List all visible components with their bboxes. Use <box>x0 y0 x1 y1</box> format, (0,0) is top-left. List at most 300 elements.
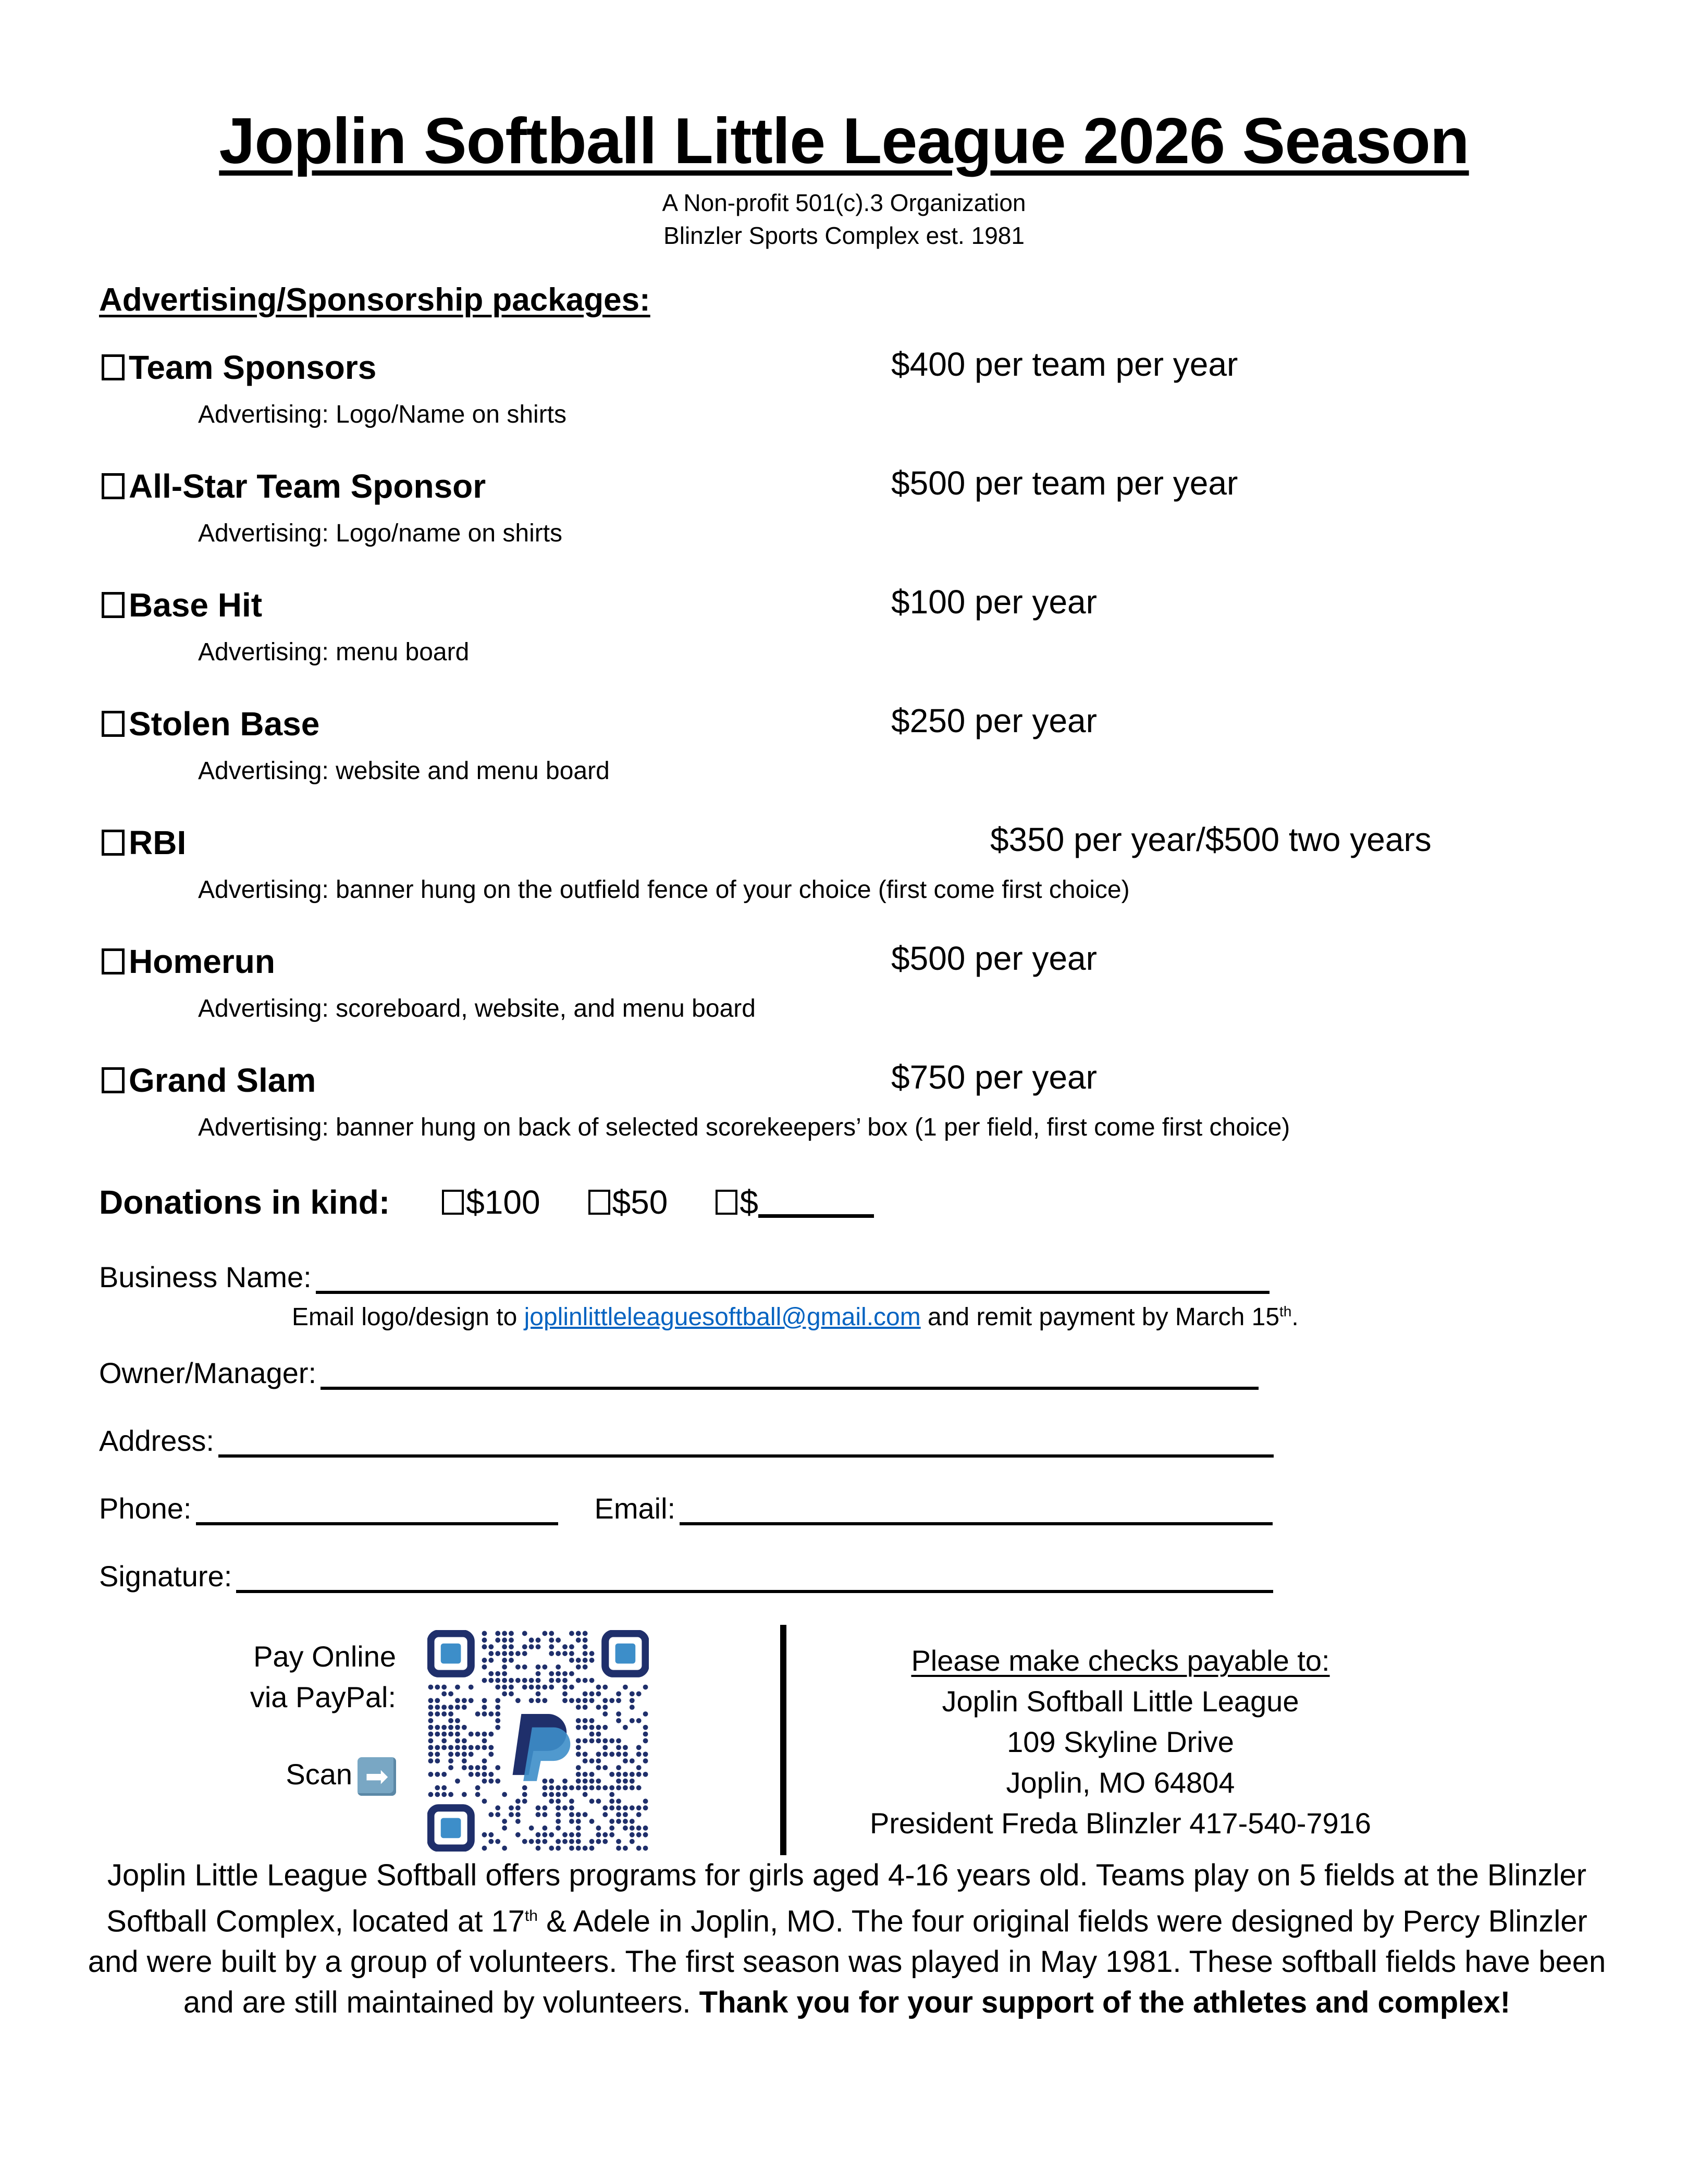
qr-dot <box>596 1732 601 1737</box>
qr-dot <box>583 1658 588 1663</box>
donation-option-custom[interactable] <box>716 1183 874 1221</box>
qr-dot <box>569 1846 574 1851</box>
qr-dot <box>576 1819 581 1824</box>
qr-dot <box>596 1832 601 1837</box>
checks-line: President Freda Blinzler 417-540-7916 <box>870 1807 1371 1840</box>
qr-dot <box>488 1644 494 1649</box>
qr-dot <box>589 1678 595 1683</box>
qr-dot <box>569 1812 574 1817</box>
qr-dot <box>515 1664 521 1670</box>
paypal-qr-code[interactable] <box>427 1630 649 1852</box>
qr-dot <box>569 1805 574 1810</box>
qr-dot <box>542 1832 547 1837</box>
qr-dot <box>435 1745 440 1750</box>
qr-dot <box>502 1691 507 1696</box>
qr-finder-inner <box>441 1818 461 1838</box>
qr-dot <box>569 1785 574 1791</box>
qr-dot <box>488 1832 494 1837</box>
qr-dot <box>609 1751 614 1757</box>
qr-dot <box>441 1738 447 1744</box>
checks-line: 109 Skyline Drive <box>1007 1725 1234 1758</box>
qr-dot <box>455 1685 460 1690</box>
email-note <box>292 1303 1299 1331</box>
qr-dot <box>455 1732 460 1737</box>
checkbox[interactable] <box>102 711 125 737</box>
qr-dot <box>475 1785 480 1791</box>
qr-dot <box>556 1805 561 1810</box>
qr-dot <box>643 1758 648 1763</box>
qr-dot <box>589 1799 595 1804</box>
checkbox[interactable] <box>102 592 125 618</box>
qr-dot <box>562 1678 568 1683</box>
qr-dot <box>609 1825 614 1831</box>
pay-online-line: via PayPal: <box>250 1681 396 1713</box>
qr-dot <box>602 1751 608 1757</box>
qr-dot <box>509 1678 514 1683</box>
qr-dot <box>522 1799 527 1804</box>
qr-dot <box>428 1745 434 1750</box>
qr-dot <box>549 1651 554 1656</box>
qr-dot <box>576 1725 581 1730</box>
qr-dot <box>636 1805 642 1810</box>
qr-dot <box>536 1698 541 1703</box>
qr-dot <box>482 1711 487 1717</box>
qr-dot <box>488 1651 494 1656</box>
qr-dot <box>569 1839 574 1844</box>
qr-dot <box>462 1738 467 1744</box>
qr-dot <box>602 1785 608 1791</box>
qr-dot <box>623 1785 628 1791</box>
qr-dot <box>576 1631 581 1636</box>
package-description: Advertising: banner hung on back of selected scorekeepers’ box (1 per field, first come first choice) <box>198 1114 1290 1141</box>
qr-dot <box>536 1685 541 1690</box>
qr-dot <box>576 1658 581 1663</box>
donation-option-50[interactable] <box>588 1183 668 1221</box>
checkbox[interactable] <box>588 1190 610 1215</box>
qr-dot <box>441 1725 447 1730</box>
qr-dot <box>482 1738 487 1744</box>
qr-dot <box>482 1664 487 1670</box>
qr-dot <box>448 1718 453 1723</box>
package-row <box>102 586 262 624</box>
qr-dot <box>502 1825 507 1831</box>
qr-dot <box>630 1839 635 1844</box>
qr-dot <box>643 1846 648 1851</box>
qr-dot <box>569 1832 574 1837</box>
qr-dot <box>428 1718 434 1723</box>
qr-dot <box>448 1745 453 1750</box>
qr-dot <box>616 1839 621 1844</box>
qr-dot <box>475 1765 480 1770</box>
qr-dot <box>482 1832 487 1837</box>
qr-dot <box>596 1785 601 1791</box>
checks-line: Joplin Softball Little League <box>942 1685 1299 1718</box>
qr-dot <box>576 1705 581 1710</box>
package-description: Advertising: Logo/name on shirts <box>198 520 563 547</box>
owner-row <box>99 1356 1259 1390</box>
qr-dot <box>602 1812 608 1817</box>
qr-dot <box>502 1678 507 1683</box>
qr-dot <box>562 1685 568 1690</box>
qr-dot <box>630 1758 635 1763</box>
package-row <box>102 348 376 387</box>
qr-dot <box>509 1644 514 1649</box>
qr-dot <box>569 1819 574 1824</box>
owner-field[interactable] <box>321 1358 1259 1390</box>
vertical-divider <box>780 1625 786 1855</box>
qr-dot <box>509 1658 514 1663</box>
right-arrow-icon <box>358 1757 396 1796</box>
qr-dot <box>556 1812 561 1817</box>
qr-dot <box>542 1664 547 1670</box>
qr-dot <box>536 1678 541 1683</box>
email-link[interactable]: joplinlittleleaguesoftball@gmail.com <box>524 1303 921 1331</box>
qr-dot <box>583 1705 588 1710</box>
package-name: Team Sponsors <box>129 349 377 386</box>
qr-dot <box>435 1685 440 1690</box>
qr-dot <box>602 1738 608 1744</box>
qr-dot <box>609 1792 614 1797</box>
qr-dot <box>589 1691 595 1696</box>
qr-dot <box>462 1725 467 1730</box>
qr-dot <box>462 1698 467 1703</box>
qr-dot <box>435 1785 440 1791</box>
address-field[interactable] <box>218 1425 1274 1458</box>
qr-dot <box>522 1631 527 1636</box>
qr-dot <box>596 1751 601 1757</box>
qr-dot <box>502 1651 507 1656</box>
qr-dot <box>462 1751 467 1757</box>
qr-dot <box>583 1751 588 1757</box>
business-name-field[interactable] <box>316 1262 1270 1294</box>
qr-dot <box>616 1718 621 1723</box>
qr-dot <box>623 1812 628 1817</box>
custom-amount-field[interactable] <box>758 1187 874 1218</box>
qr-dot <box>596 1825 601 1831</box>
qr-dot <box>589 1651 595 1656</box>
qr-dot <box>522 1785 527 1791</box>
qr-dot <box>623 1751 628 1757</box>
note-text: . <box>1291 1303 1299 1331</box>
qr-dot <box>643 1772 648 1777</box>
qr-dot <box>462 1758 467 1763</box>
qr-dot <box>562 1805 568 1810</box>
qr-dot <box>502 1671 507 1676</box>
qr-dot <box>549 1631 554 1636</box>
qr-dot <box>623 1846 628 1851</box>
qr-dot <box>455 1705 460 1710</box>
qr-finder-inner <box>441 1644 461 1664</box>
qr-dot <box>488 1812 494 1817</box>
qr-dot <box>522 1839 527 1844</box>
qr-dot <box>636 1772 642 1777</box>
qr-dot <box>509 1651 514 1656</box>
qr-dot <box>448 1711 453 1717</box>
package-row <box>102 1061 316 1100</box>
qr-dot <box>609 1785 614 1791</box>
qr-dot <box>462 1765 467 1770</box>
checkbox[interactable] <box>102 948 125 974</box>
checkbox[interactable] <box>102 354 125 380</box>
qr-dot <box>495 1711 500 1717</box>
qr-dot <box>502 1819 507 1824</box>
checkbox[interactable] <box>102 830 125 856</box>
checkbox[interactable] <box>442 1190 464 1215</box>
qr-dot <box>495 1671 500 1676</box>
qr-dot <box>488 1745 494 1750</box>
qr-dot <box>448 1732 453 1737</box>
qr-dot <box>435 1772 440 1777</box>
qr-dot <box>515 1651 521 1656</box>
qr-dot <box>441 1705 447 1710</box>
qr-dot <box>569 1671 574 1676</box>
qr-dot <box>542 1805 547 1810</box>
qr-dot <box>583 1691 588 1696</box>
checks-line: Joplin, MO 64804 <box>1006 1766 1235 1799</box>
qr-dot <box>462 1745 467 1750</box>
qr-dot <box>515 1678 521 1683</box>
qr-dot <box>549 1671 554 1676</box>
qr-dot <box>589 1839 595 1844</box>
qr-dot <box>589 1698 595 1703</box>
qr-dot <box>583 1631 588 1636</box>
qr-dot <box>441 1732 447 1737</box>
qr-dot <box>549 1832 554 1837</box>
qr-dot <box>435 1792 440 1797</box>
qr-dot <box>488 1671 494 1676</box>
qr-dot <box>529 1698 534 1703</box>
qr-dot <box>495 1779 500 1784</box>
qr-dot <box>549 1792 554 1797</box>
qr-dot <box>549 1644 554 1649</box>
qr-dot <box>630 1718 635 1723</box>
qr-dot <box>596 1685 601 1690</box>
donations-label: Donations in kind: <box>99 1183 390 1221</box>
qr-dot <box>509 1685 514 1690</box>
qr-dot <box>630 1825 635 1831</box>
qr-dot <box>509 1631 514 1636</box>
qr-dot <box>482 1698 487 1703</box>
qr-dot <box>643 1738 648 1744</box>
qr-dot <box>630 1691 635 1696</box>
qr-dot <box>522 1664 527 1670</box>
qr-dot <box>562 1691 568 1696</box>
qr-dot <box>495 1839 500 1844</box>
qr-dot <box>515 1819 521 1824</box>
qr-dot <box>596 1758 601 1763</box>
qr-dot <box>522 1651 527 1656</box>
qr-dot <box>636 1812 642 1817</box>
qr-dot <box>482 1758 487 1763</box>
qr-dot <box>589 1658 595 1663</box>
qr-dot <box>441 1691 447 1696</box>
donation-amount: $50 <box>612 1183 668 1221</box>
qr-dot <box>556 1799 561 1804</box>
qr-dot <box>488 1678 494 1683</box>
qr-dot <box>448 1705 453 1710</box>
qr-dot <box>623 1685 628 1690</box>
qr-dot <box>630 1772 635 1777</box>
qr-dot <box>455 1745 460 1750</box>
qr-dot <box>542 1792 547 1797</box>
note-sup: th <box>1279 1303 1292 1319</box>
qr-dot <box>495 1718 500 1723</box>
qr-dot <box>495 1725 500 1730</box>
phone-field[interactable] <box>196 1493 558 1525</box>
qr-dot <box>562 1779 568 1784</box>
qr-dot <box>569 1631 574 1636</box>
qr-dot <box>441 1772 447 1777</box>
package-row <box>102 467 486 505</box>
about-text: Joplin Little League Softball offers programs for girls aged 4-16 years old. Teams play on 5 fields at the Blinzler Softball Complex, located at 17 <box>106 1858 1587 1939</box>
qr-dot <box>616 1745 621 1750</box>
thank-you-text: Thank you for your support of the athletes and complex! <box>699 1985 1511 2020</box>
qr-dot <box>529 1678 534 1683</box>
qr-dot <box>488 1658 494 1663</box>
qr-dot <box>509 1637 514 1643</box>
qr-dot <box>583 1772 588 1777</box>
qr-dot <box>462 1792 467 1797</box>
package-price: $750 per year <box>891 1058 1097 1096</box>
qr-dot <box>536 1691 541 1696</box>
qr-dot <box>455 1698 460 1703</box>
signature-row <box>99 1559 1273 1593</box>
qr-dot <box>623 1805 628 1810</box>
qr-dot <box>623 1745 628 1750</box>
qr-dot <box>428 1705 434 1710</box>
qr-dot <box>602 1725 608 1730</box>
qr-dot <box>576 1825 581 1831</box>
qr-dot <box>469 1745 474 1750</box>
qr-dot <box>448 1758 453 1763</box>
package-description: Advertising: menu board <box>198 638 470 666</box>
donations-row <box>99 1183 922 1221</box>
qr-dot <box>576 1745 581 1750</box>
qr-dot <box>616 1779 621 1784</box>
qr-dot <box>495 1698 500 1703</box>
checkbox[interactable] <box>102 1067 125 1093</box>
qr-dot <box>643 1711 648 1717</box>
qr-dot <box>502 1658 507 1663</box>
qr-dot <box>495 1637 500 1643</box>
qr-dot <box>536 1644 541 1649</box>
qr-dot <box>609 1799 614 1804</box>
qr-dot <box>536 1805 541 1810</box>
qr-dot <box>488 1839 494 1844</box>
qr-dot <box>630 1785 635 1791</box>
qr-dot <box>428 1772 434 1777</box>
qr-dot <box>569 1685 574 1690</box>
qr-dot <box>536 1839 541 1844</box>
qr-dot <box>576 1785 581 1791</box>
qr-dot <box>482 1779 487 1784</box>
qr-dot <box>448 1792 453 1797</box>
qr-dot <box>623 1772 628 1777</box>
qr-dot <box>549 1678 554 1683</box>
qr-dot <box>536 1664 541 1670</box>
qr-dot <box>636 1691 642 1696</box>
qr-dot <box>441 1711 447 1717</box>
qr-dot <box>583 1792 588 1797</box>
checkbox[interactable] <box>716 1190 737 1215</box>
package-row <box>102 823 186 862</box>
subtitle-complex: Blinzler Sports Complex est. 1981 <box>663 222 1025 249</box>
qr-dot <box>522 1644 527 1649</box>
qr-dot <box>435 1705 440 1710</box>
qr-dot <box>549 1785 554 1791</box>
qr-dot <box>616 1799 621 1804</box>
qr-dot <box>562 1671 568 1676</box>
qr-dot <box>616 1751 621 1757</box>
qr-dot <box>448 1751 453 1757</box>
qr-dot <box>536 1846 541 1851</box>
qr-dot <box>529 1825 534 1831</box>
signature-field[interactable] <box>236 1561 1273 1593</box>
qr-dot <box>596 1765 601 1770</box>
qr-dot <box>482 1637 487 1643</box>
qr-dot <box>609 1805 614 1810</box>
qr-dot <box>428 1685 434 1690</box>
qr-dot <box>556 1664 561 1670</box>
qr-dot <box>589 1846 595 1851</box>
qr-dot <box>643 1751 648 1757</box>
email-field[interactable] <box>680 1493 1273 1525</box>
qr-dot <box>515 1805 521 1810</box>
qr-dot <box>616 1765 621 1770</box>
qr-dot <box>455 1738 460 1744</box>
donation-amount: $ <box>740 1183 758 1221</box>
qr-dot <box>428 1792 434 1797</box>
qr-dot <box>515 1799 521 1804</box>
qr-dot <box>583 1738 588 1744</box>
qr-dot <box>623 1825 628 1831</box>
qr-dot <box>448 1765 453 1770</box>
pay-online-line: Pay Online <box>253 1640 396 1673</box>
qr-dot <box>469 1772 474 1777</box>
qr-dot <box>576 1832 581 1837</box>
qr-dot <box>549 1799 554 1804</box>
qr-dot <box>643 1799 648 1804</box>
qr-dot <box>435 1751 440 1757</box>
qr-dot <box>482 1772 487 1777</box>
phone-email-row <box>99 1491 1273 1525</box>
package-price: $500 per team per year <box>891 464 1238 502</box>
qr-dot <box>602 1745 608 1750</box>
qr-dot <box>609 1772 614 1777</box>
qr-dot <box>576 1678 581 1683</box>
qr-dot <box>636 1745 642 1750</box>
qr-dot <box>583 1678 588 1683</box>
qr-dot <box>576 1698 581 1703</box>
qr-dot <box>428 1751 434 1757</box>
qr-dot <box>636 1718 642 1723</box>
qr-dot <box>616 1812 621 1817</box>
qr-dot <box>616 1805 621 1810</box>
qr-dot <box>576 1751 581 1757</box>
donation-option-100[interactable] <box>442 1183 540 1221</box>
qr-dot <box>469 1685 474 1690</box>
address-label: Address: <box>99 1424 214 1457</box>
checkbox[interactable] <box>102 473 125 499</box>
qr-dot <box>602 1839 608 1844</box>
qr-dot <box>475 1772 480 1777</box>
qr-dot <box>630 1805 635 1810</box>
business-name-row <box>99 1260 1270 1294</box>
qr-dot <box>482 1765 487 1770</box>
package-price: $400 per team per year <box>891 346 1238 383</box>
qr-dot <box>462 1705 467 1710</box>
qr-dot <box>562 1792 568 1797</box>
